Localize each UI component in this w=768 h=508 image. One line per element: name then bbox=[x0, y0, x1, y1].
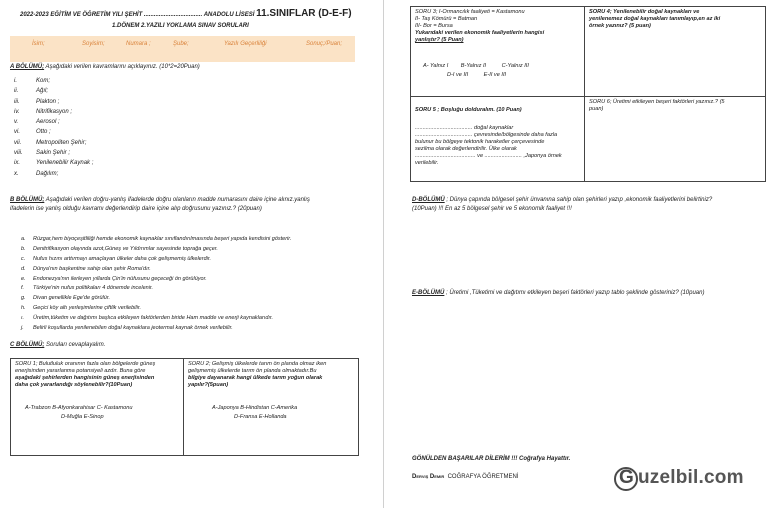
section-e-text: ; Üretimi ,Tüketimi ve dağıtımı etkileyen beşeri faktörleri yazıp tablo şeklinde gösteriniz? (10puan) bbox=[444, 290, 705, 296]
question-2-options-row-2: D-Fransa E-Hollanda bbox=[234, 414, 287, 420]
header-class-label: 11.SINIFLAR (D-E-F) bbox=[256, 8, 352, 19]
section-d-label: D-BÖLÜMÜ bbox=[412, 197, 445, 203]
student-field-surname: Soyisim; bbox=[82, 41, 105, 47]
list-item: iii. Plakton ; bbox=[14, 98, 60, 105]
student-field-class: Şube; bbox=[173, 41, 189, 47]
section-e-label: E-BÖLÜMÜ bbox=[412, 290, 445, 296]
question-5-box bbox=[410, 96, 586, 182]
exam-header bbox=[20, 8, 352, 19]
question-3-box bbox=[410, 6, 586, 98]
question-2-box bbox=[183, 358, 359, 456]
student-field-validity: Yazılı Geçerliliği bbox=[224, 41, 267, 47]
section-d bbox=[412, 196, 766, 214]
list-item: v. Aerosol ; bbox=[14, 119, 60, 126]
list-item: ix. Yenilenebilir Kaynak ; bbox=[14, 160, 94, 167]
list-item: g. Divan genellikle Ege'de görülür. bbox=[21, 295, 110, 302]
list-item: vii. Metropoliten Şehir; bbox=[14, 139, 87, 146]
section-e bbox=[412, 290, 766, 296]
question-6-text: SORU 6; Üretimi etkileyen beşeri faktörleri yazınız.? (5 puan) bbox=[589, 99, 725, 112]
section-c-label: C BÖLÜMÜ; bbox=[10, 342, 45, 348]
list-item: e. Endonezya'nın ilerleyen yıllarda Çin'in nüfusunu geçeceği ön görülüyor. bbox=[21, 275, 207, 282]
section-a-label: A BÖLÜMÜ; bbox=[10, 64, 45, 70]
section-a-instruction: Aşağıdaki verilen kavramlarını açıklayınız. (10*2=20Puan) bbox=[44, 64, 200, 70]
list-item: j. Belirli koşullarda yenilenebilen doğal kaynaklara jeotermal kaynak örnek verilebilir. bbox=[21, 325, 233, 332]
section-a-title bbox=[10, 64, 200, 70]
question-6-box bbox=[584, 96, 766, 182]
question-3-text: SORU 3; I-Ormancılık faaliyeti = Kastamonu II- Taş Kömürü = Batman III- Bor = Bursa Yukarıdaki verilen ekonomik faaliyetlerin hangisi yanlıştır? (5 Puan) bbox=[415, 9, 545, 43]
question-2-text: SORU 2; Gelişmiş ülkelerde tarım ön planda olmaz iken gelişmemiş ülkelerde tarım ön planda olmaktadır.Bu bilgiye dayanarak hangi ülkede tarım yoğun olarak yapılır?(5puan) bbox=[188, 361, 327, 388]
question-2-options-row-1: A-Japonya B-Hindistan C-Amerika bbox=[212, 405, 298, 411]
list-item: vi. Otto ; bbox=[14, 129, 51, 136]
question-4-box bbox=[584, 6, 766, 98]
teacher-name: Derviş Demir bbox=[412, 474, 445, 480]
question-4-text: SORU 4; Yenilenebilir doğal kaynakları ve yenilenemez doğal kaynakları tanımlayıp,en az iki örnek yazınız? (5 puan) bbox=[589, 9, 721, 29]
student-field-score: Sonuç;/Puan; bbox=[306, 41, 343, 47]
list-item: i. Kom; bbox=[14, 78, 51, 84]
section-c-title bbox=[10, 342, 105, 348]
section-b-instruction-1: Aşağıdaki verilen doğru-yanlış ifadelerde doğru olanların madde numarasını daire içine alınız.yanlış bbox=[44, 197, 310, 203]
section-b-label: B BÖLÜMÜ; bbox=[10, 197, 45, 203]
list-item: iv. Nitrifikasyon ; bbox=[14, 108, 73, 115]
section-b-title bbox=[10, 196, 375, 214]
list-item: viii. Sakin Şehir ; bbox=[14, 150, 71, 157]
teacher-role: COĞRAFYA ÖĞRETMENİ bbox=[444, 474, 519, 480]
true-false-list bbox=[21, 236, 361, 335]
exam-subtitle: 1.DÖNEM 2.YAZILI YOKLAMA SINAV SORULARI bbox=[112, 23, 249, 29]
list-item: c. Nufus hızını arttırmayı amaçlayan ülkeler daha çok gelişmemiş ülkelerdir. bbox=[21, 255, 212, 262]
header-school-line: 2022-2023 EĞİTİM VE ÖĞRETİM YILI ŞEHİT ................................... ANADOLU LİSESİ bbox=[20, 12, 257, 18]
list-item: x. Dağılım; bbox=[14, 170, 59, 177]
section-d-line-2: (10Puan) !!! En az 5 bölgesel şehir ve 5 ekonomik faaliyet !!! bbox=[412, 206, 572, 212]
question-3-options-row-2: D-I ve III E-II ve III bbox=[447, 72, 507, 78]
list-item: b. Denitrifikasyon olayında azot,Güneş ve Yıldırımlar sayesinde toprağa geçer. bbox=[21, 245, 218, 252]
question-1-options-row-1: A-Trabzon B-Afyonkarahisar C- Kastamonu bbox=[25, 405, 133, 411]
question-1-box bbox=[10, 358, 184, 456]
footer-teacher bbox=[412, 474, 519, 480]
question-5-title: SORU 5 ; Boşluğu dolduralım. (10 Puan) bbox=[415, 107, 522, 113]
student-field-number: Numara ; bbox=[126, 41, 151, 47]
list-item: h. Geçici köy altı yerleşimlerine çiftlik verilebilir. bbox=[21, 305, 141, 312]
section-d-line-1: ; Dünya çapında bölgesel şehir ünvanına sahip olan şehirleri yazıp ,ekonomik faaliyetlerini belirtiniz? bbox=[444, 197, 713, 203]
student-info-bar bbox=[10, 36, 355, 62]
section-c-instruction: Soruları cevaplayalım. bbox=[44, 342, 106, 348]
footer-wish: GÖNÜLDEN BAŞARILAR DİLERİM !!! Coğrafya Hayattır. bbox=[412, 456, 571, 462]
logo-letter: G bbox=[619, 467, 634, 488]
question-3-options-row-1: A- Yalnız I B-Yalnız II C-Yalnız III bbox=[423, 63, 529, 69]
list-item: ı. Üretim,tüketim ve dağıtımı başlıca etkileyen faktörlerden biride Ham madde ve enerji kaynaklarıdır. bbox=[21, 315, 274, 322]
exam-page-right bbox=[384, 0, 768, 508]
section-b-instruction-2: ifadelerin ise yanlış olduğu kavramı değerlendirip daire içine alıp doğrusunu yazınız.? (20puan) bbox=[10, 206, 262, 212]
guzelbil-logo bbox=[614, 466, 764, 496]
list-item: a. Rüzgar,hem biyoçeşitliliği hemde ekonomik kaynaklar sınıflandırılmasında beşeri yapıda kendisini gösterir. bbox=[21, 236, 292, 242]
question-5-text: ..................................... doğal kaynaklar ..................................... çevresinde/bölgesinde daha fazla bulunur bu bölgeye tektonik haraketler çerçevesinde sezilma olarak değerlendirilir. Ülke olarak ....................................... ve ........................ ,Japonya örnek verilebilir. bbox=[415, 125, 562, 166]
question-1-text: SORU 1; Bulutluluk oranının fazla olan bölgelerde güneş enerjisinden yararlanma potansiyeli azdır. Buna göre aşağıdaki şehirlerden hangisinin güneş enerjisinden daha çok yararlandığı söylenebilir?(10Puan) bbox=[15, 361, 156, 388]
logo-text: uzelbil.com bbox=[638, 467, 744, 488]
list-item: ii. Ağıl; bbox=[14, 88, 49, 95]
concept-list bbox=[14, 78, 194, 181]
list-item: d. Dünya'nın başkentine sahip olan şehir Roma'dır. bbox=[21, 265, 151, 272]
student-field-name: İsim; bbox=[32, 41, 45, 47]
question-1-options-row-2: D-Muğla E-Sinop bbox=[61, 414, 104, 420]
list-item: f. Türkiye'nin nufus politikaları 4 dönemde incelenir. bbox=[21, 285, 154, 292]
